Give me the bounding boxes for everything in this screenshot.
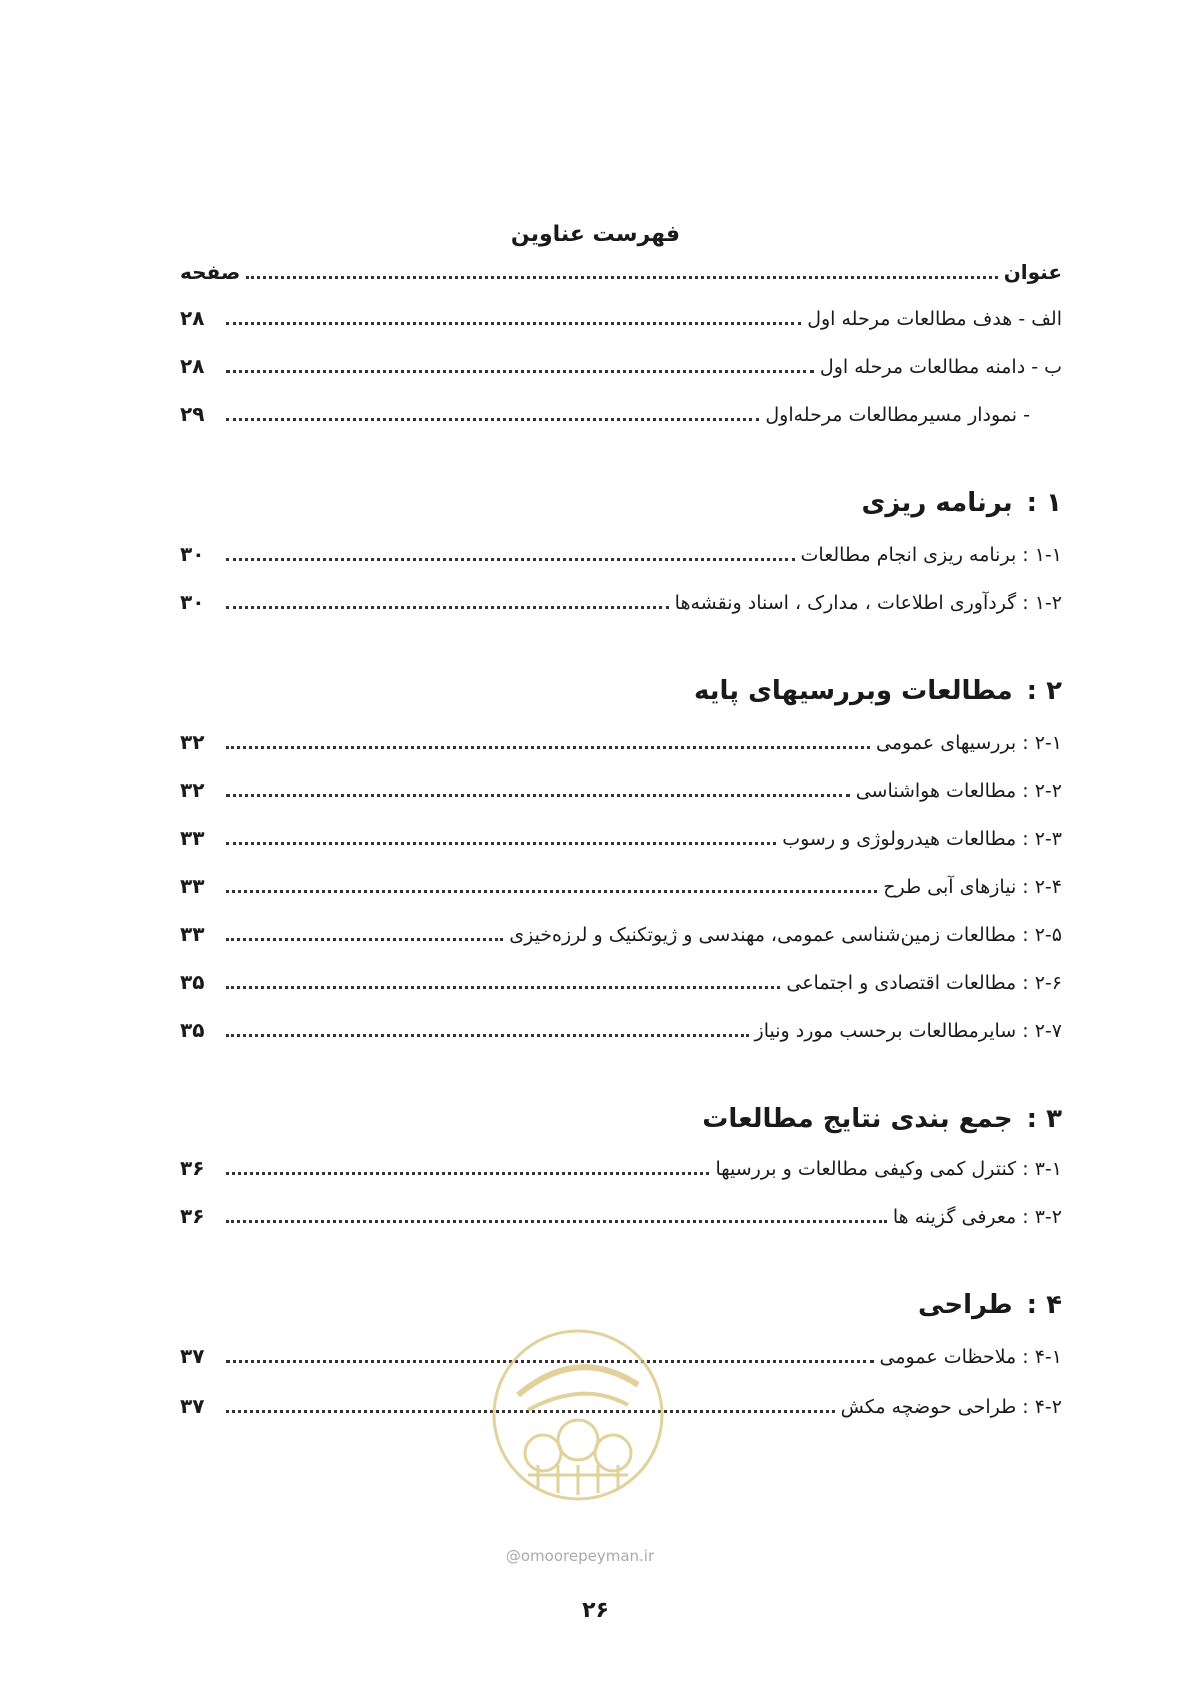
section-number: ۱ : <box>1026 488 1062 518</box>
toc-entry[interactable] <box>180 298 1062 330</box>
toc-header-title-label: عنوان <box>1003 260 1062 284</box>
toc-entry-text: ۲-۳ : مطالعات هیدرولوژی و رسوب <box>782 828 1062 850</box>
toc-entry-page: ۳۶ <box>180 1204 205 1228</box>
toc-entry-page: ۳۰ <box>180 590 205 614</box>
leader-dots <box>246 254 997 279</box>
toc-header-page-label: صفحه <box>180 260 241 284</box>
toc-entry-text: ۲-۲ : مطالعات هواشناسی <box>855 780 1062 802</box>
leader-dots <box>226 772 850 797</box>
toc-entry-page: ۲۸ <box>180 306 205 330</box>
toc-entry-page: ۳۶ <box>180 1156 205 1180</box>
leader-dots <box>226 868 877 893</box>
toc-entry-text: ۲-۵ : مطالعات زمین‌شناسی عمومی، مهندسی و ژیوتکنیک و لرزه‌خیزی <box>509 924 1062 946</box>
toc-entry[interactable] <box>180 722 1062 754</box>
toc-title: فهرست عناوین <box>510 222 681 247</box>
section-heading[interactable] <box>180 488 1062 518</box>
toc-entry-page: ۳۰ <box>180 542 205 566</box>
toc-entry[interactable] <box>180 346 1062 378</box>
leader-dots <box>226 1198 887 1223</box>
leader-dots <box>226 820 776 845</box>
leader-dots <box>226 964 780 989</box>
toc-entry[interactable] <box>180 770 1062 802</box>
toc-entry-text: ۳-۲ : معرفی گزینه ها <box>892 1206 1062 1228</box>
toc-entry-text: ۱-۲ : گردآوری اطلاعات ، مدارک ، اسناد ونقشه‌ها <box>674 592 1062 614</box>
leader-dots <box>226 300 801 325</box>
toc-entry[interactable] <box>180 1010 1062 1042</box>
leader-dots <box>226 396 759 421</box>
toc-entry[interactable] <box>180 962 1062 994</box>
watermark-site-text: @omoorepeyman.ir <box>505 1547 655 1565</box>
toc-entry[interactable] <box>180 394 1062 426</box>
toc-entry-text: ۲-۶ : مطالعات اقتصادی و اجتماعی <box>786 972 1062 994</box>
toc-entry[interactable] <box>180 1148 1062 1180</box>
toc-entry-text: الف - هدف مطالعات مرحله اول <box>807 308 1062 330</box>
toc-entry[interactable] <box>180 914 1062 946</box>
toc-entry-page: ۳۷ <box>180 1344 205 1368</box>
toc-entry-text: ۲-۴ : نیازهای آبی طرح <box>883 876 1062 898</box>
toc-entry-text: ۲-۱ : بررسیهای عمومی <box>876 732 1062 754</box>
toc-entry-page: ۳۳ <box>180 922 205 946</box>
toc-header-row <box>180 252 1062 284</box>
leader-dots <box>226 1150 709 1175</box>
toc-entry-page: ۳۵ <box>180 970 205 994</box>
leader-dots <box>226 916 503 941</box>
leader-dots <box>226 348 814 373</box>
toc-entry-text: ۴-۱ : ملاحظات عمومی <box>879 1346 1062 1368</box>
toc-entry[interactable] <box>180 1196 1062 1228</box>
section-number: ۳ : <box>1026 1104 1062 1134</box>
page-number: ۲۶ <box>582 1598 609 1623</box>
toc-entry-text: ۳-۱ : کنترل کمی وکیفی مطالعات و بررسیها <box>715 1158 1062 1180</box>
section-number: ۲ : <box>1026 676 1062 706</box>
toc-entry-page: ۳۵ <box>180 1018 205 1042</box>
toc-entry-text: - نمودار مسیرمطالعات مرحله‌اول <box>765 404 1030 426</box>
section-number: ۴ : <box>1026 1290 1062 1320</box>
section-title: برنامه ریزی <box>861 488 1013 518</box>
section-title: مطالعات وبررسیهای پایه <box>693 676 1013 706</box>
toc-entry-text: ۲-۷ : سایرمطالعات برحسب مورد ونیاز <box>754 1020 1062 1042</box>
watermark-logo-icon <box>488 1325 668 1505</box>
toc-entry-page: ۳۷ <box>180 1394 205 1418</box>
toc-entry-text: ب - دامنه مطالعات مرحله اول <box>819 356 1062 378</box>
toc-entry-page: ۳۲ <box>180 778 205 802</box>
toc-entry-page: ۲۸ <box>180 354 205 378</box>
section-title: جمع بندی نتایج مطالعات <box>702 1104 1013 1134</box>
toc-entry-text: ۱-۱ : برنامه ریزی انجام مطالعات <box>800 544 1062 566</box>
leader-dots <box>226 536 795 561</box>
section-heading[interactable] <box>180 1104 1062 1134</box>
toc-entry[interactable] <box>180 866 1062 898</box>
leader-dots <box>226 724 870 749</box>
toc-entry-page: ۳۳ <box>180 874 205 898</box>
section-heading[interactable] <box>180 1290 1062 1320</box>
leader-dots <box>226 584 669 609</box>
section-heading[interactable] <box>180 676 1062 706</box>
toc-entry-page: ۲۹ <box>180 402 205 426</box>
toc-entry[interactable] <box>180 534 1062 566</box>
toc-entry[interactable] <box>180 582 1062 614</box>
section-title: طراحی <box>918 1290 1013 1320</box>
toc-entry-page: ۳۲ <box>180 730 205 754</box>
toc-entry-page: ۳۳ <box>180 826 205 850</box>
leader-dots <box>226 1012 749 1037</box>
toc-entry[interactable] <box>180 818 1062 850</box>
toc-entry-text: ۴-۲ : طراحی حوضچه مکش <box>840 1396 1062 1418</box>
